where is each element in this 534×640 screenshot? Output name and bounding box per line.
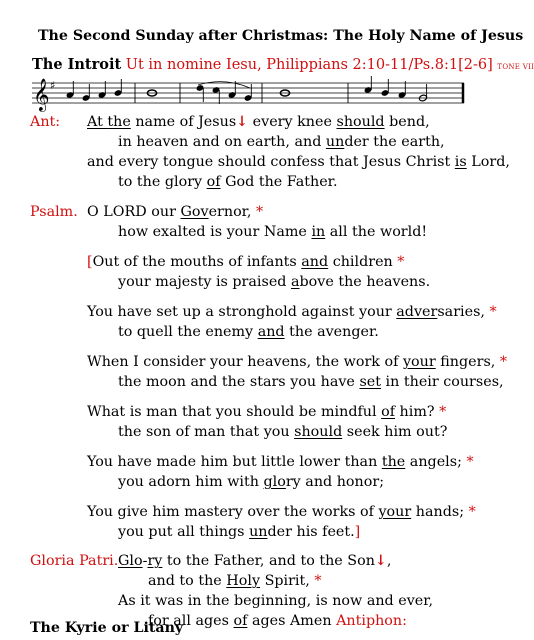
psalm-verse-7: You give him mastery over the works of your hands; * bbox=[87, 504, 476, 520]
antiphon-line-1: At the name of Jesus↓ every knee should bend, bbox=[87, 114, 430, 130]
introit-heading bbox=[32, 56, 534, 73]
svg-text:♯: ♯ bbox=[50, 79, 56, 92]
psalm-verse-2-line-2: your majesty is praised above the heavens. bbox=[118, 274, 431, 290]
antiphon-line-2: in heaven and on earth, and under the earth, bbox=[118, 134, 445, 150]
gloria-line-2: and to the Holy Spirit, * bbox=[148, 573, 322, 589]
psalm-verse-7-line-2: you put all things under his feet.] bbox=[118, 524, 361, 540]
psalm-verse-6: You have made him but little lower than the angels; * bbox=[87, 454, 474, 470]
chant-staff bbox=[30, 76, 466, 110]
gloria-line-1: Glo-ry to the Father, and to the Son↓, bbox=[118, 553, 392, 569]
gloria-line-3: As it was in the beginning, is now and ever, bbox=[118, 593, 434, 609]
antiphon-line-4: to the glory of God the Father. bbox=[118, 174, 338, 190]
psalm-verse-1: O LORD our Governor, * bbox=[87, 204, 264, 220]
antiphon-line-3: and every tongue should confess that Jesus Christ is Lord, bbox=[87, 154, 510, 170]
psalm-verse-4: When I consider your heavens, the work of your fingers, * bbox=[87, 354, 508, 370]
treble-clef-icon: 𝄞 bbox=[33, 78, 50, 111]
gloria-line-4: for all ages of ages Amen Antiphon: bbox=[148, 613, 407, 629]
introit-tone: TONE VII bbox=[497, 63, 534, 71]
psalm-verse-2: [Out of the mouths of infants and children * bbox=[87, 254, 405, 270]
psalm-verse-5-line-2: the son of man that you should seek him out? bbox=[118, 424, 448, 440]
down-arrow-icon: ↓ bbox=[374, 553, 387, 569]
introit-label: The Introit bbox=[32, 56, 122, 73]
down-arrow-icon: ↓ bbox=[236, 114, 249, 130]
psalm-verse-3: You have set up a stronghold against your adversaries, * bbox=[87, 304, 497, 320]
psalm-verse-5: What is man that you should be mindful of him? * bbox=[87, 404, 447, 420]
psalm-verse-4-line-2: the moon and the stars you have set in their courses, bbox=[118, 374, 504, 390]
gloria-label: Gloria Patri. bbox=[30, 553, 119, 569]
psalm-verse-3-line-2: to quell the enemy and the avenger. bbox=[118, 324, 379, 340]
kyrie-heading: The Kyrie or Litany bbox=[30, 620, 184, 636]
psalm-label: Psalm. bbox=[30, 204, 78, 220]
page-title: The Second Sunday after Christmas: The Holy Name of Jesus bbox=[38, 28, 524, 44]
introit-latin: Ut in nomine Iesu, Philippians 2:10-11/Ps.8:1[2-6] bbox=[125, 57, 493, 73]
ant-label: Ant: bbox=[30, 114, 61, 130]
psalm-verse-6-line-2: you adorn him with glory and honor; bbox=[118, 474, 385, 490]
psalm-verse-1-line-2: how exalted is your Name in all the world! bbox=[118, 224, 428, 240]
